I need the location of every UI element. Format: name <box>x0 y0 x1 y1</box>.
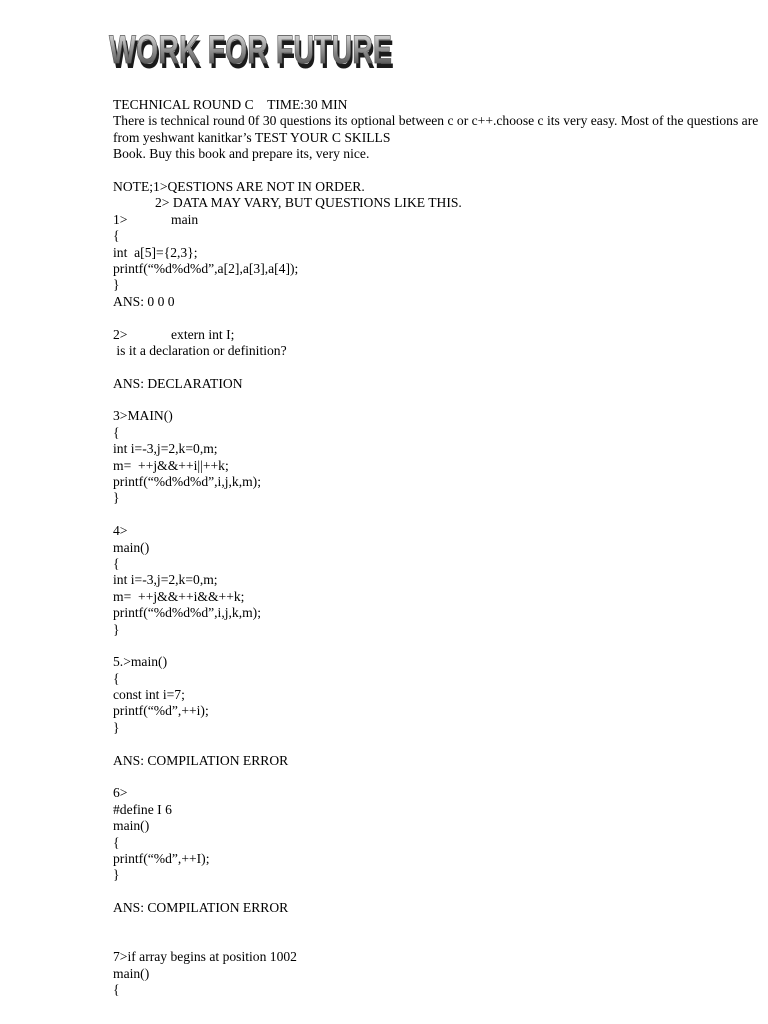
note-1: NOTE;1>QESTIONS ARE NOT IN ORDER. <box>113 178 365 194</box>
code-line: { <box>113 982 120 998</box>
code-line: { <box>113 424 120 440</box>
code-line: { <box>113 834 120 850</box>
code-line: } <box>113 867 120 883</box>
q1-answer: ANS: 0 0 0 <box>113 293 175 309</box>
intro-paragraph: There is technical round 0f 30 questions its optional between c or c++.choose c its very easy. Most of the questions are from yeshwant kanitkar’s TEST YOUR C SKILLS <box>113 113 759 145</box>
code-line: { <box>113 670 120 686</box>
q5-answer: ANS: COMPILATION ERROR <box>113 752 289 768</box>
code-line: printf(“%d%d%d”,i,j,k,m); <box>113 605 261 621</box>
code-line: main() <box>113 965 150 981</box>
q2-answer: ANS: DECLARATION <box>113 375 243 391</box>
q4-number: 4> <box>113 523 128 539</box>
code-line: printf(“%d%d%d”,i,j,k,m); <box>113 474 261 490</box>
q2-number: 2> <box>113 326 128 342</box>
q3-header: 3>MAIN() <box>113 408 173 424</box>
code-line: printf(“%d%d%d”,a[2],a[3],a[4]); <box>113 260 299 276</box>
code-line: #define I 6 <box>113 801 172 817</box>
q2-header <box>113 327 763 343</box>
code-line: main() <box>113 818 150 834</box>
logo-shadow: WORK FOR FUTURE <box>111 33 394 76</box>
q7-header: 7>if array begins at position 1002 <box>113 949 297 965</box>
code-line: printf(“%d”,++i); <box>113 703 209 719</box>
note-2: 2> DATA MAY VARY, BUT QUESTIONS LIKE THIS. <box>155 195 462 211</box>
code-line: m= ++j&&++i||++k; <box>113 457 229 473</box>
code-line: const int i=7; <box>113 687 185 703</box>
q2-question: is it a declaration or definition? <box>113 342 287 358</box>
code-line: int i=-3,j=2,k=0,m; <box>113 441 218 457</box>
title-line: TECHNICAL ROUND C TIME:30 MIN <box>113 97 348 112</box>
code-line: } <box>113 490 120 506</box>
code-line: m= ++j&&++i&&++k; <box>113 588 245 604</box>
code-line: } <box>113 719 120 735</box>
q1-header <box>113 212 763 228</box>
q6-answer: ANS: COMPILATION ERROR <box>113 900 289 916</box>
q6-number: 6> <box>113 785 128 801</box>
code-line: } <box>113 621 120 637</box>
q5-header: 5.>main() <box>113 654 168 670</box>
document-body <box>113 97 763 999</box>
code-line: int a[5]={2,3}; <box>113 244 198 260</box>
intro-paragraph-2: Book. Buy this book and prepare its, very nice. <box>113 146 370 162</box>
code-line: { <box>113 555 120 571</box>
work-for-future-logo <box>104 22 396 76</box>
q1-head: main <box>171 211 199 227</box>
code-line: int i=-3,j=2,k=0,m; <box>113 572 218 588</box>
code-line: } <box>113 277 120 293</box>
code-line: { <box>113 228 120 244</box>
code-line: printf(“%d”,++I); <box>113 851 210 866</box>
q1-number: 1> <box>113 211 128 227</box>
code-line: main() <box>113 539 150 555</box>
logo-text: WORK FOR FUTURE <box>109 28 392 72</box>
q2-head: extern int I; <box>171 326 235 342</box>
